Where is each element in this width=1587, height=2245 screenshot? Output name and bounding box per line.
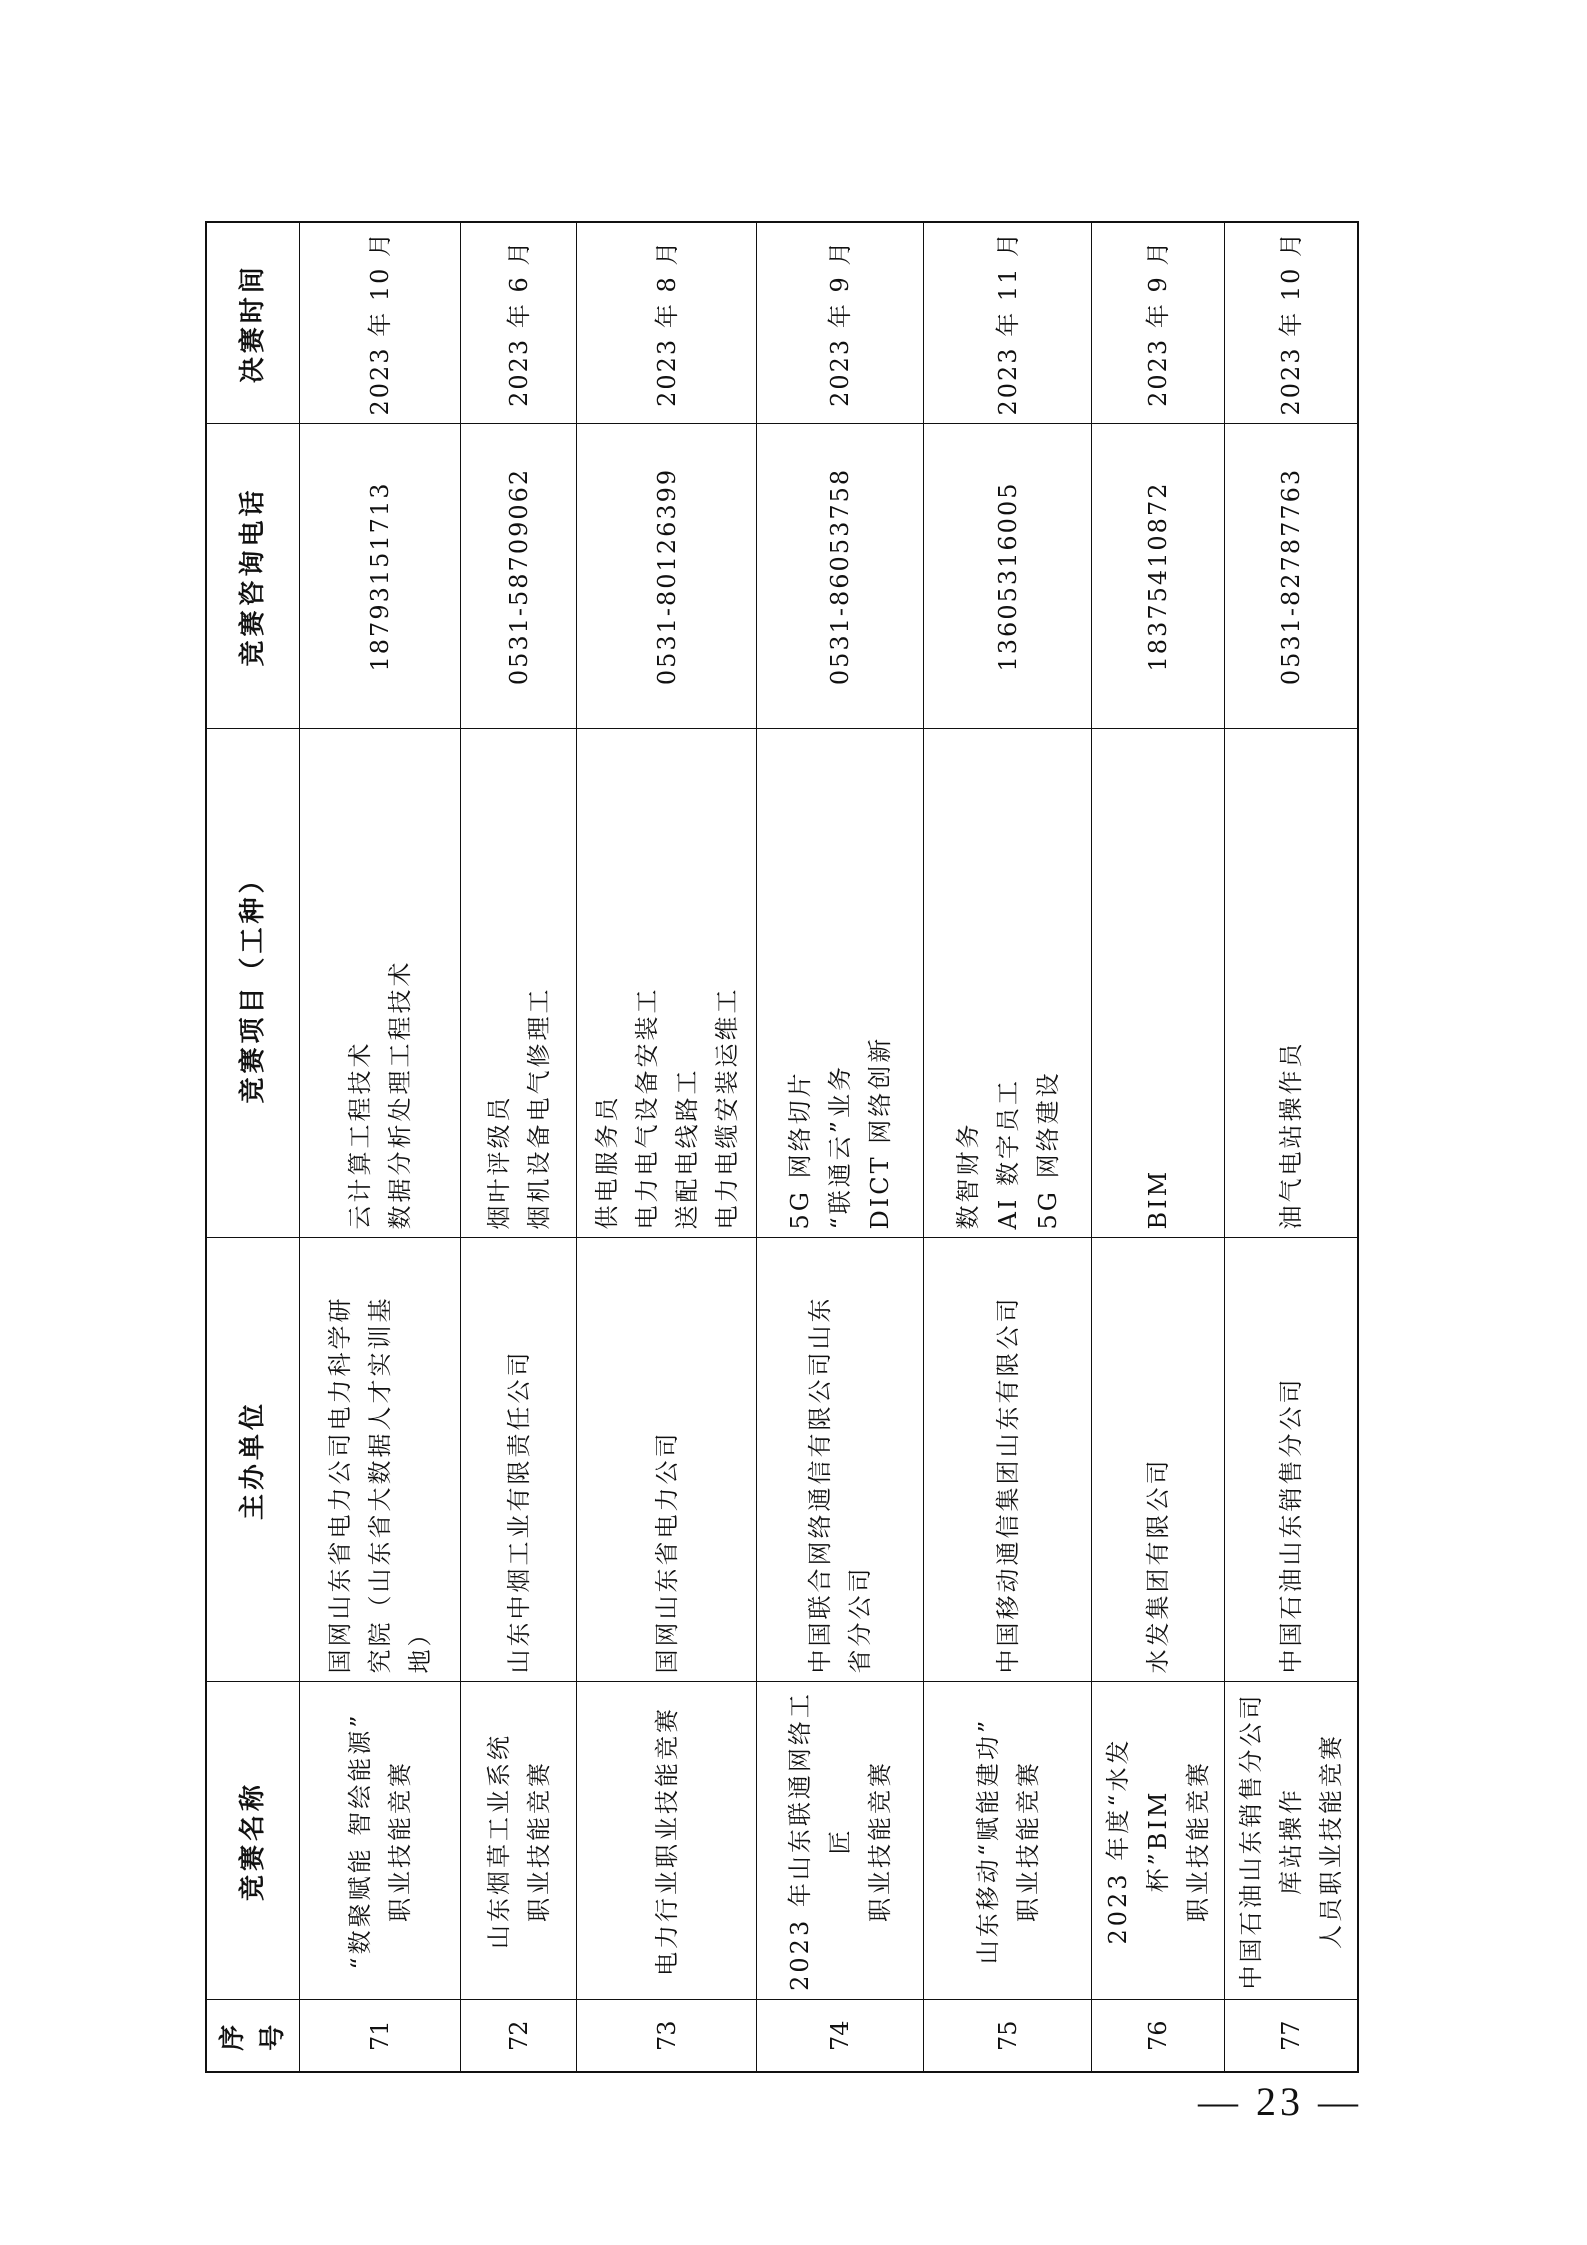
host-organization bbox=[1225, 1238, 1359, 1682]
header-date: 决赛时间 bbox=[206, 222, 300, 424]
competition-name bbox=[1092, 1682, 1225, 2000]
competition-projects-line: 数智财务 bbox=[953, 1121, 982, 1230]
competition-projects-line: 5G 网络建设 bbox=[1033, 1070, 1062, 1230]
competition-name-line: 职业技能竞赛 bbox=[1184, 1760, 1212, 1922]
table-row bbox=[577, 222, 757, 2072]
row-number: 77 bbox=[1225, 2000, 1359, 2072]
competition-name-line: 职业技能竞赛 bbox=[866, 1760, 894, 1922]
header-org: 主办单位 bbox=[206, 1238, 300, 1682]
final-date: 2023 年 8 月 bbox=[577, 222, 757, 424]
competition-projects bbox=[577, 729, 757, 1238]
competition-projects-line: 电力电缆安装运维工 bbox=[712, 986, 741, 1230]
final-date: 2023 年 10 月 bbox=[300, 222, 461, 424]
competition-projects bbox=[1225, 729, 1359, 1238]
table-row bbox=[1225, 222, 1359, 2072]
competition-projects-line: AI 数字员工 bbox=[993, 1078, 1022, 1230]
final-date: 2023 年 9 月 bbox=[1092, 222, 1225, 424]
row-number: 73 bbox=[577, 2000, 757, 2072]
competition-projects-line: 烟叶评级员 bbox=[484, 1094, 513, 1230]
competition-projects-line: DICT 网络创新 bbox=[866, 1035, 894, 1230]
competition-projects bbox=[300, 729, 461, 1238]
row-number: 75 bbox=[924, 2000, 1092, 2072]
rotated-table-wrapper bbox=[205, 223, 1345, 2073]
contact-phone: 18375410872 bbox=[1092, 424, 1225, 729]
final-date: 2023 年 9 月 bbox=[757, 222, 924, 424]
competition-name bbox=[924, 1682, 1092, 2000]
competition-name-line: 职业技能竞赛 bbox=[386, 1760, 414, 1922]
table-row bbox=[300, 222, 461, 2072]
competition-name-line: 2023 年山东联通网络工匠 bbox=[786, 1691, 854, 1991]
final-date: 2023 年 10 月 bbox=[1225, 222, 1359, 424]
competition-projects bbox=[757, 729, 924, 1238]
table-row bbox=[1092, 222, 1225, 2072]
host-organization bbox=[577, 1238, 757, 1682]
competition-name bbox=[1225, 1682, 1359, 2000]
header-no: 序号 bbox=[206, 2000, 300, 2072]
competition-table bbox=[205, 221, 1359, 2073]
host-organization-line: 中国联合网络通信有限公司山东 bbox=[806, 1295, 834, 1674]
contact-phone: 0531-80126399 bbox=[577, 424, 757, 729]
host-organization-line: 中国石油山东销售分公司 bbox=[1277, 1376, 1305, 1674]
host-organization-line: 究院（山东省大数据人才实训基 bbox=[366, 1295, 394, 1674]
final-date: 2023 年 11 月 bbox=[924, 222, 1092, 424]
competition-projects-line: “联通云”业务 bbox=[826, 1063, 854, 1230]
table-header-row bbox=[206, 222, 300, 2072]
host-organization-line: 地） bbox=[406, 1619, 434, 1674]
contact-phone: 0531-86053758 bbox=[757, 424, 924, 729]
competition-projects-line: 烟机设备电气修理工 bbox=[524, 986, 553, 1230]
contact-phone: 0531-82787763 bbox=[1225, 424, 1359, 729]
table-row bbox=[461, 222, 577, 2072]
host-organization bbox=[1092, 1238, 1225, 1682]
row-number: 74 bbox=[757, 2000, 924, 2072]
competition-projects-line: 供电服务员 bbox=[592, 1094, 621, 1230]
header-projects: 竞赛项目（工种） bbox=[206, 729, 300, 1238]
host-organization-line: 省分公司 bbox=[846, 1565, 874, 1674]
host-organization-line: 中国移动通信集团山东有限公司 bbox=[993, 1295, 1022, 1674]
row-number: 72 bbox=[461, 2000, 577, 2072]
competition-name bbox=[300, 1682, 461, 2000]
host-organization-line: 山东中烟工业有限责任公司 bbox=[504, 1349, 533, 1674]
competition-projects bbox=[1092, 729, 1225, 1238]
competition-name bbox=[757, 1682, 924, 2000]
final-date: 2023 年 6 月 bbox=[461, 222, 577, 424]
competition-name bbox=[461, 1682, 577, 2000]
header-name: 竞赛名称 bbox=[206, 1682, 300, 2000]
competition-projects-line: BIM bbox=[1144, 1168, 1172, 1230]
table-row bbox=[924, 222, 1092, 2072]
competition-name-line: 职业技能竞赛 bbox=[1013, 1760, 1042, 1922]
competition-projects-line: 油气电站操作员 bbox=[1277, 1040, 1305, 1230]
competition-projects-line: 电力电气设备安装工 bbox=[632, 986, 661, 1230]
host-organization bbox=[461, 1238, 577, 1682]
table-row bbox=[757, 222, 924, 2072]
competition-name-line: “数聚赋能 智绘能源” bbox=[346, 1712, 374, 1970]
competition-name-line: 山东烟草工业系统 bbox=[484, 1733, 513, 1949]
competition-name-line: 中国石油山东销售分公司库站操作 bbox=[1237, 1692, 1305, 1990]
competition-name-line: 2023 年度“水发杯”BIM bbox=[1104, 1737, 1172, 1945]
page-number: — 23 — bbox=[1198, 2079, 1362, 2124]
host-organization bbox=[757, 1238, 924, 1682]
table-body bbox=[300, 222, 1359, 2072]
host-organization-line: 水发集团有限公司 bbox=[1144, 1457, 1172, 1674]
host-organization-line: 国网山东省电力公司 bbox=[652, 1430, 681, 1674]
competition-name-line: 职业技能竞赛 bbox=[524, 1760, 553, 1922]
contact-phone: 13605316005 bbox=[924, 424, 1092, 729]
competition-projects-line: 5G 网络切片 bbox=[786, 1070, 814, 1230]
host-organization bbox=[300, 1238, 461, 1682]
competition-name-line: 电力行业职业技能竞赛 bbox=[652, 1706, 681, 1976]
competition-projects-line: 送配电线路工 bbox=[672, 1067, 701, 1230]
row-number: 71 bbox=[300, 2000, 461, 2072]
host-organization-line: 国网山东省电力公司电力科学研 bbox=[326, 1295, 354, 1674]
header-phone: 竞赛咨询电话 bbox=[206, 424, 300, 729]
host-organization bbox=[924, 1238, 1092, 1682]
competition-name bbox=[577, 1682, 757, 2000]
competition-projects-line: 云计算工程技术 bbox=[346, 1040, 374, 1230]
competition-name-line: 山东移动“赋能建功” bbox=[973, 1717, 1002, 1965]
competition-projects bbox=[461, 729, 577, 1238]
competition-projects bbox=[924, 729, 1092, 1238]
contact-phone: 0531-58709062 bbox=[461, 424, 577, 729]
competition-projects-line: 数据分析处理工程技术 bbox=[386, 959, 414, 1230]
row-number: 76 bbox=[1092, 2000, 1225, 2072]
contact-phone: 18793151713 bbox=[300, 424, 461, 729]
competition-name-line: 人员职业技能竞赛 bbox=[1317, 1733, 1345, 1949]
